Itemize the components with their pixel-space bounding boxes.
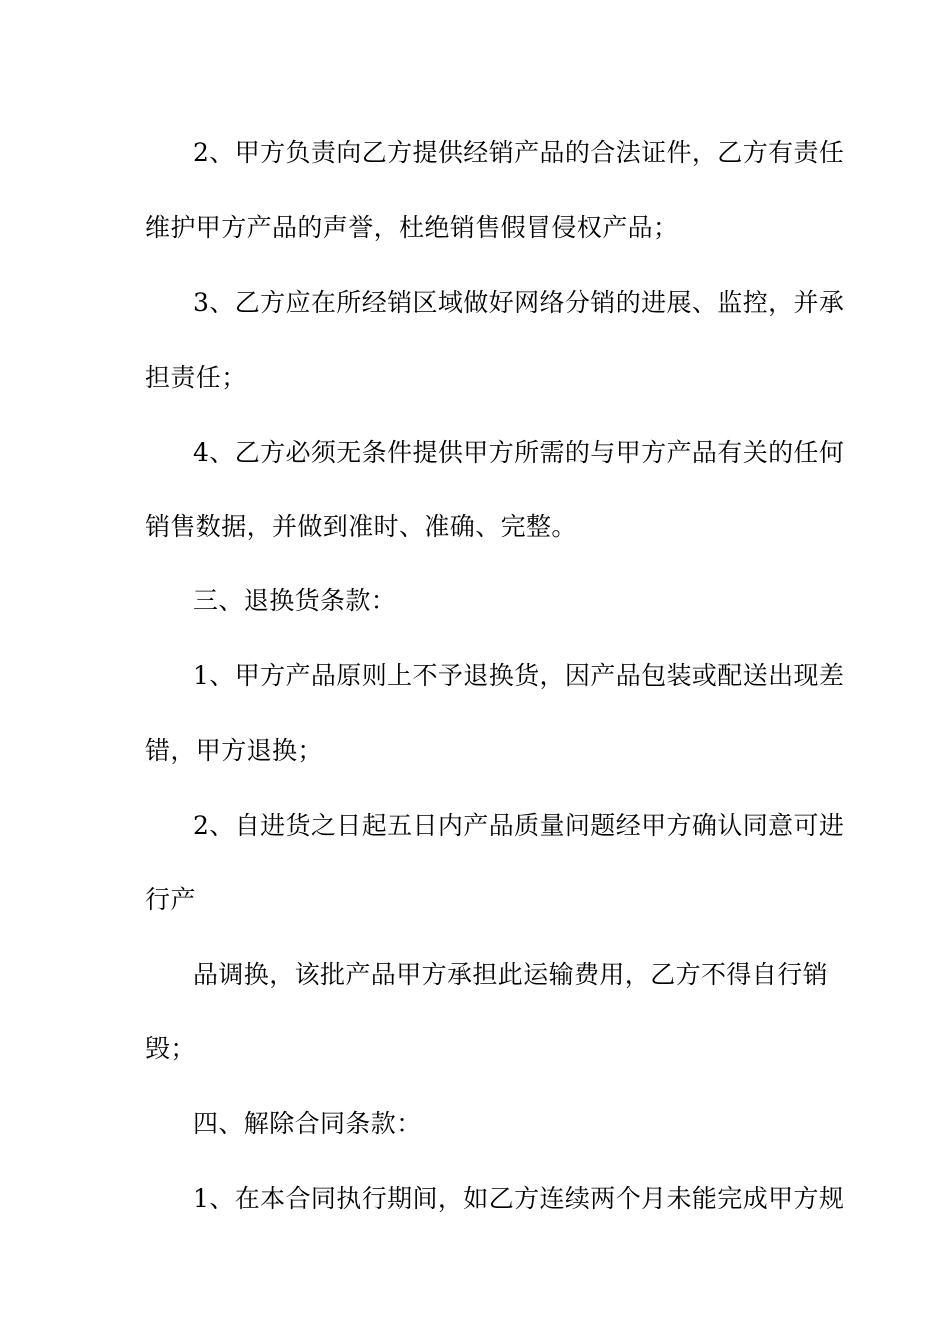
section-heading: 三、退换货条款： [193, 586, 397, 615]
paragraph-line: 4、乙方必须无条件提供甲方所需的与甲方产品有关的任何 [193, 438, 845, 467]
paragraph-line: 维护甲方产品的声誉，杜绝销售假冒侵权产品； [145, 213, 679, 242]
paragraph-line: 销售数据，并做到准时、准确、完整。 [145, 512, 577, 541]
paragraph-line: 3、乙方应在所经销区域做好网络分销的进展、监控，并承 [193, 288, 845, 317]
section-heading: 四、解除合同条款： [193, 1109, 422, 1138]
paragraph-line: 1、在本合同执行期间，如乙方连续两个月未能完成甲方规 [193, 1184, 845, 1213]
paragraph-line: 担责任； [145, 363, 247, 392]
paragraph-line: 品调换，该批产品甲方承担此运输费用，乙方不得自行销 [193, 960, 829, 989]
paragraph-line: 毁； [145, 1034, 196, 1063]
paragraph-line: 错，甲方退换； [145, 736, 323, 765]
paragraph-line: 2、自进货之日起五日内产品质量问题经甲方确认同意可进 [193, 811, 845, 840]
paragraph-line: 1、甲方产品原则上不予退换货，因产品包装或配送出现差 [193, 661, 845, 690]
paragraph-line: 行产 [145, 885, 196, 914]
paragraph-line: 2、甲方负责向乙方提供经销产品的合法证件，乙方有责任 [193, 138, 845, 167]
